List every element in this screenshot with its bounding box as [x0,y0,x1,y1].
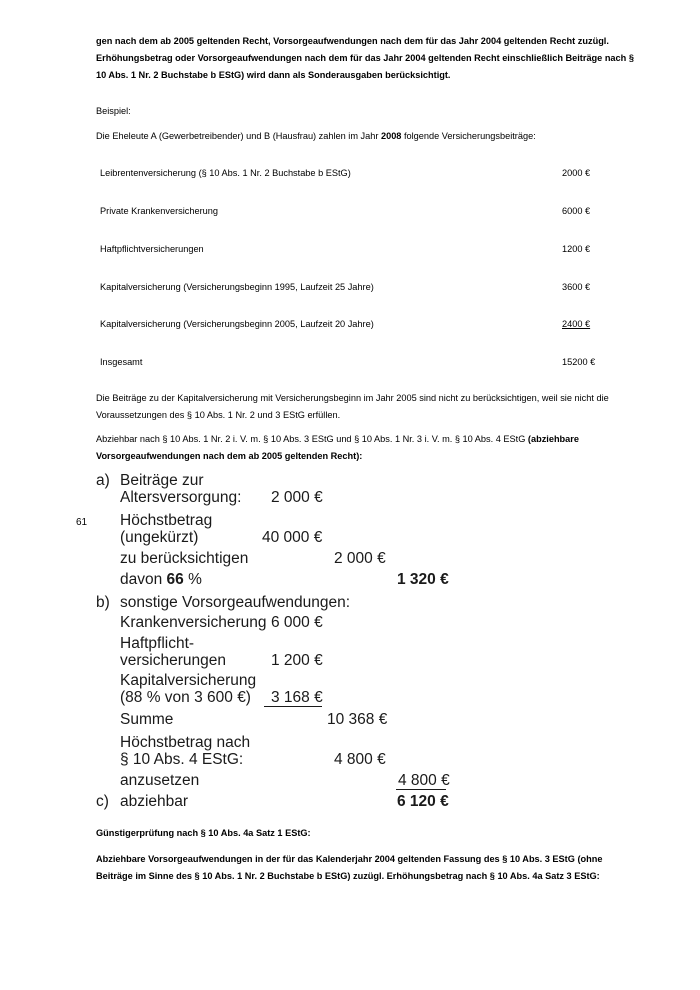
insurance-row [100,168,600,182]
calc-anzusetzen-amount: 4 800 € [398,772,450,789]
insurance-row-label: Private Krankenversicherung [100,206,218,216]
example-text-before: Die Eheleute A (Gewerbetreibender) und B (Hausfrau) zahlen im Jahr [96,131,381,141]
calc-kranken-amount: 6 000 € [271,614,323,631]
calc-a-amount: 2 000 € [271,489,323,506]
calc-c-label: abziehbar [120,793,189,810]
calc-kapital-underline [264,706,322,707]
insurance-row-amount: 2000 € [562,168,591,178]
insurance-total-row [100,357,600,371]
insurance-row-label: Kapitalversicherung (Versicherungsbeginn 1995, Laufzeit 25 Jahre) [100,282,374,292]
insurance-row-amount: 6000 € [562,206,591,216]
calc-haft-line2: versicherungen [120,652,226,669]
calc-kapital-line2: (88 % von 3 600 €) [120,689,251,706]
insurance-row-label: Kapitalversicherung (Versicherungsbeginn 2005, Laufzeit 20 Jahre) [100,319,374,329]
calc-kapital-line1: Kapitalversicherung [120,672,257,689]
insurance-row [100,206,600,220]
deductible-intro [96,431,636,465]
calc-marker-a: a) [96,472,110,489]
calc-marker-b: b) [96,594,110,611]
guenstiger-heading: Günstigerprüfung nach § 10 Abs. 4a Satz 1 EStG: [96,828,311,838]
calc-haft-line1: Haftpflicht- [120,635,195,652]
example-text-after: folgende Versicherungsbeiträge: [401,131,536,141]
calc-marker-c: c) [96,793,109,810]
calc-davon-label: davon 66 % [120,571,202,588]
calc-zu-label: zu berücksichtigen [120,550,249,567]
calc-anzusetzen-label: anzusetzen [120,772,200,789]
insurance-row-amount: 1200 € [562,244,591,254]
calc-zu-amount: 2 000 € [334,550,386,567]
intro-paragraph: gen nach dem ab 2005 geltenden Recht, Vorsorgeaufwendungen nach dem für das Jahr 2004 geltenden Recht zuzügl. Erhöhungsbetrag oder Vorsorgeaufwendungen nach dem für das Jahr 2004 geltenden Recht einschließlich Beiträge nach § 10 Abs. 1 Nr. 2 Buchstabe b EStG) wird dann als Sonderausgaben berücksichtigt. [96,36,634,80]
deductible-intro-bold: (abziehbare Vorsorgeaufwendungen nach dem ab 2005 geltenden Recht): [96,434,579,461]
insurance-total-amount: 15200 € [562,357,596,367]
calc-davon-pct: 66 [166,571,184,588]
calc-kranken-label: Krankenversicherung [120,614,267,631]
calc-davon-amount: 1 320 € [397,571,449,588]
calc-a-line2: Altersversorgung: [120,489,242,506]
calc-summe-amount: 10 368 € [327,711,388,728]
insurance-row-label: Leibrentenversicherung (§ 10 Abs. 1 Nr. 2 Buchstabe b EStG) [100,168,351,178]
example-year: 2008 [380,131,402,141]
insurance-row-amount: 3600 € [562,282,591,292]
insurance-row [100,244,600,258]
calc-hb-line2: § 10 Abs. 4 EStG: [120,751,244,768]
insurance-total-label: Insgesamt [100,357,143,367]
calc-summe-label: Summe [120,711,174,728]
deductible-intro-text: Abziehbar nach § 10 Abs. 1 Nr. 2 i. V. m. § 10 Abs. 3 EStG und § 10 Abs. 1 Nr. 3 i. V. m. § 10 Abs. 4 EStG [96,434,528,444]
insurance-row-label: Haftpflichtversicherungen [100,244,204,254]
calc-haft-amount: 1 200 € [271,652,323,669]
example-text [96,128,636,145]
note-paragraph: Die Beiträge zu der Kapitalversicherung mit Versicherungsbeginn im Jahr 2005 sind nicht zu berücksichtigen, weil sie nicht die Voraussetzungen des § 10 Abs. 1 Nr. 2 und 3 EStG erfüllen. [96,393,609,420]
calc-hoechst-line2: (ungekürzt) [120,529,199,546]
calc-a-line1: Beiträge zur [120,472,204,489]
final-paragraph: Abziehbare Vorsorgeaufwendungen in der für das Kalenderjahr 2004 geltenden Fassung des § 10 Abs. 3 EStG (ohne Beiträge im Sinne des § 10 Abs. 1 Nr. 2 Buchstabe b EStG) zuzügl. Erhöhungsbetrag nach § 10 Abs. 4a Satz 3 EStG: [96,854,603,881]
calc-anzusetzen-underline [396,789,446,790]
calc-hb-line1: Höchstbetrag nach [120,734,251,751]
calc-b-label: sonstige Vorsorgeaufwendungen: [120,594,351,611]
calc-hoechst-line1: Höchstbetrag [120,512,213,529]
insurance-row [100,282,600,296]
example-label: Beispiel: [96,106,131,116]
calc-c-amount: 6 120 € [397,793,449,810]
calc-hoechst-amount: 40 000 € [262,529,323,546]
insurance-row-amount: 2400 € [562,319,591,329]
margin-number: 61 [76,517,88,528]
insurance-row [100,319,600,333]
calc-hb-amount: 4 800 € [334,751,386,768]
calc-kapital-amount: 3 168 € [271,689,323,706]
